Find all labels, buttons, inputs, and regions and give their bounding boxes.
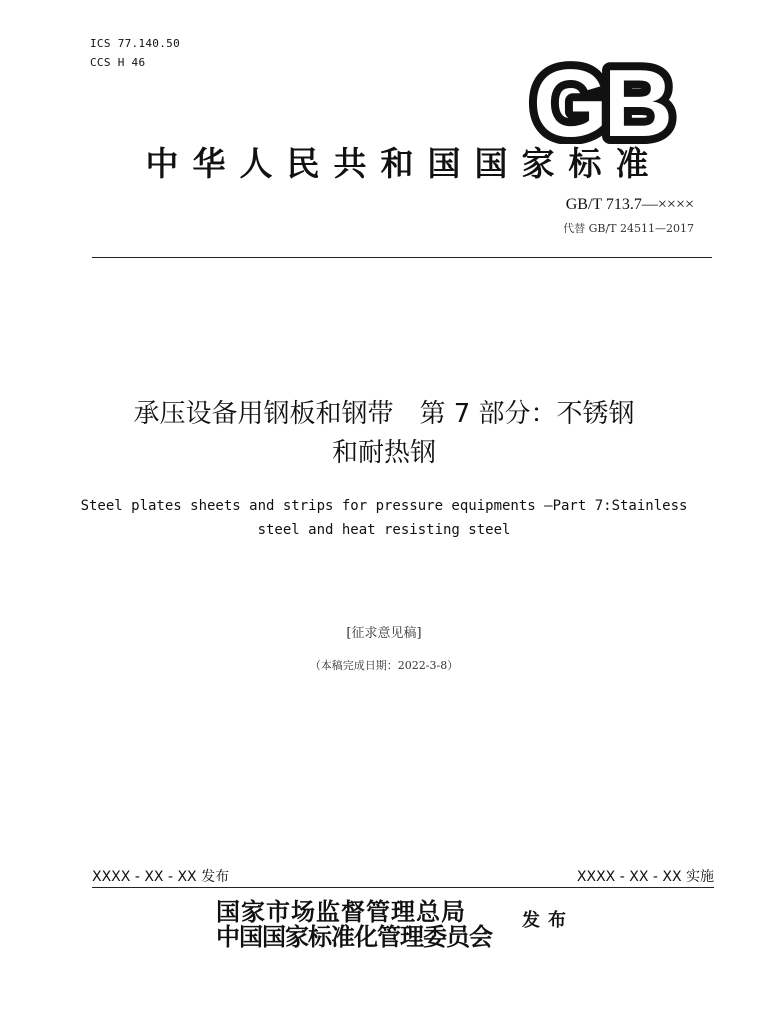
replaces-standard: 代替 GB/T 24511—2017 [563,222,694,235]
footer-divider [92,887,714,888]
issuer-line-2: 中国国家标准化管理委员会 [216,922,492,951]
gb-logo-text: GB [533,56,669,144]
standard-name: 中华人民共和国国家标准 [145,144,663,183]
issuer-line-1: 国家市场监督管理总局 [216,897,466,926]
ccs-code: CCS H 46 [90,56,146,69]
ics-code: ICS 77.140.50 [90,37,180,50]
title-english-line-1: Steel plates sheets and strips for pressure equipments —Part 7:Stainless [80,498,688,514]
implementation-date: XXXX - XX - XX 实施 [576,869,714,885]
title-english-line-2: steel and heat resisting steel [257,522,511,538]
header-divider [92,257,712,258]
draft-status: [征求意见稿] [346,626,422,641]
title-chinese-line-2: 和耐热钢 [331,438,436,468]
standard-number: GB/T 713.7—×××× [565,196,694,213]
draft-completion-date: （本稿完成日期：2022-3-8） [309,659,459,672]
gb-logo [522,56,680,144]
title-chinese-line-1: 承压设备用钢板和钢带 第 7 部分：不锈钢 [133,399,635,429]
issue-date: XXXX - XX - XX 发布 [92,869,230,885]
publish-label: 发布 [522,910,574,931]
